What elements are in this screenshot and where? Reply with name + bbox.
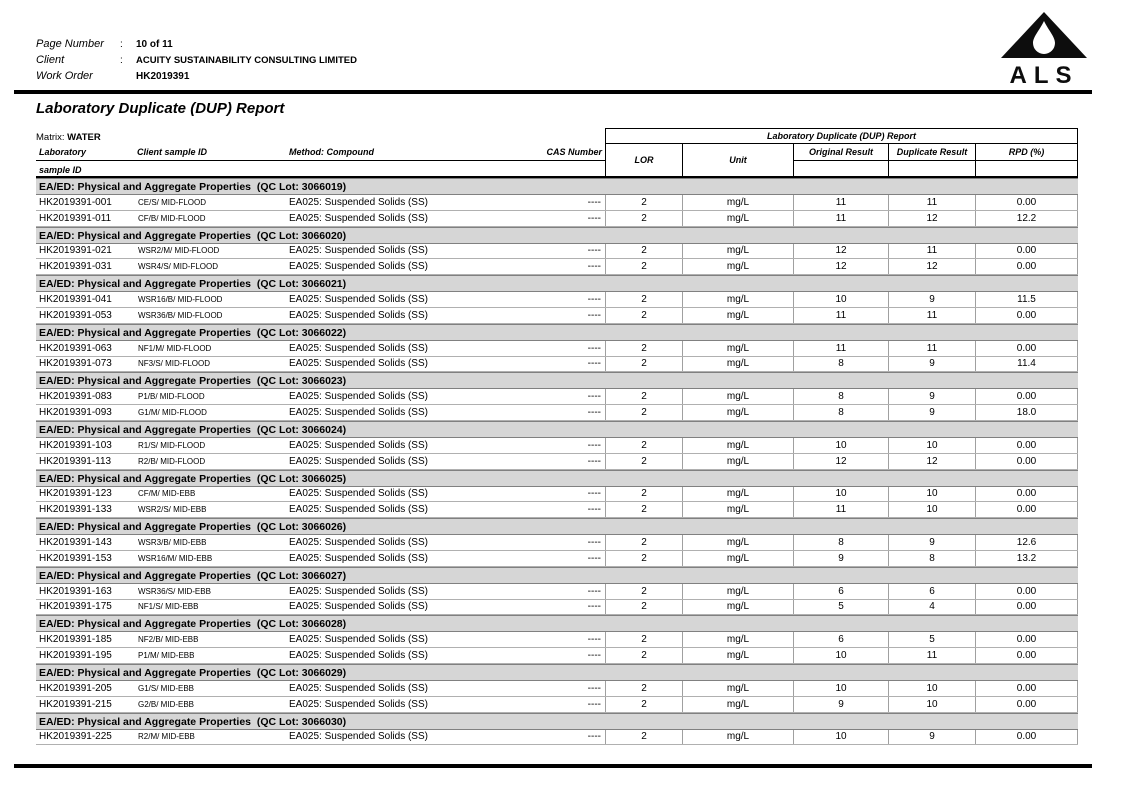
header-divider-rule xyxy=(14,90,1092,94)
col-header-lor: LOR xyxy=(605,144,682,176)
cell-original-result: 8 xyxy=(793,535,888,550)
cell-rpd: 0.00 xyxy=(975,730,1078,745)
cell-unit: mg/L xyxy=(682,535,793,550)
cell-lab-sample-id: HK2019391-133 xyxy=(39,504,112,516)
cell-rpd: 0.00 xyxy=(975,681,1078,696)
cell-unit: mg/L xyxy=(682,195,793,210)
cell-client-sample-id: NF1/S/ MID-EBB xyxy=(138,602,199,612)
cell-lab-sample-id: HK2019391-063 xyxy=(39,342,112,354)
table-row xyxy=(36,697,1078,713)
cell-cas-number: ---- xyxy=(587,552,601,564)
dup-report-table xyxy=(36,128,1078,745)
cell-duplicate-result: 9 xyxy=(888,405,975,420)
cell-rpd: 0.00 xyxy=(975,502,1078,517)
cell-unit: mg/L xyxy=(682,308,793,323)
cell-lab-sample-id: HK2019391-103 xyxy=(39,439,112,451)
cell-lab-sample-id: HK2019391-195 xyxy=(39,650,112,662)
cell-unit: mg/L xyxy=(682,487,793,502)
page-title: Laboratory Duplicate (DUP) Report xyxy=(36,100,285,117)
field-work-order xyxy=(36,70,357,86)
cell-duplicate-result: 10 xyxy=(888,438,975,453)
col-header-original-result: Original Result xyxy=(793,144,888,176)
cell-lab-sample-id: HK2019391-205 xyxy=(39,682,112,694)
col-header-method-compound: Method: Compound xyxy=(289,147,374,157)
cell-method-compound: EA025: Suspended Solids (SS) xyxy=(289,698,428,710)
cell-cas-number: ---- xyxy=(587,682,601,694)
group-header: EA/ED: Physical and Aggregate Properties (QC Lot: 3066027) xyxy=(36,567,1078,584)
table-row xyxy=(36,730,1078,746)
col-header-duplicate-result: Duplicate Result xyxy=(888,144,975,176)
table-row xyxy=(36,632,1078,648)
cell-cas-number: ---- xyxy=(587,294,601,306)
cell-unit: mg/L xyxy=(682,502,793,517)
cell-client-sample-id: WSR16/M/ MID-EBB xyxy=(138,553,213,563)
header-subline-right xyxy=(793,160,1078,161)
cell-method-compound: EA025: Suspended Solids (SS) xyxy=(289,439,428,451)
cell-client-sample-id: NF1/M/ MID-FLOOD xyxy=(138,343,212,353)
cell-original-result: 6 xyxy=(793,584,888,599)
cell-lab-sample-id: HK2019391-031 xyxy=(39,261,112,273)
cell-rpd: 0.00 xyxy=(975,259,1078,274)
cell-lab-sample-id: HK2019391-185 xyxy=(39,634,112,646)
cell-rpd: 0.00 xyxy=(975,454,1078,469)
cell-unit: mg/L xyxy=(682,454,793,469)
cell-duplicate-result: 10 xyxy=(888,697,975,712)
cell-cas-number: ---- xyxy=(587,585,601,597)
cell-rpd: 0.00 xyxy=(975,600,1078,615)
table-column-headers xyxy=(36,144,1078,178)
matrix-line xyxy=(36,132,101,143)
table-span-header: Laboratory Duplicate (DUP) Report xyxy=(605,128,1078,144)
cell-original-result: 9 xyxy=(793,697,888,712)
cell-lor: 2 xyxy=(605,487,682,502)
field-client xyxy=(36,54,357,70)
cell-unit: mg/L xyxy=(682,405,793,420)
cell-cas-number: ---- xyxy=(587,407,601,419)
cell-duplicate-result: 11 xyxy=(888,648,975,663)
cell-rpd: 12.6 xyxy=(975,535,1078,550)
cell-client-sample-id: G1/S/ MID-EBB xyxy=(138,683,195,693)
cell-duplicate-result: 10 xyxy=(888,681,975,696)
cell-rpd: 0.00 xyxy=(975,584,1078,599)
matrix-area xyxy=(36,128,605,144)
cell-lor: 2 xyxy=(605,632,682,647)
cell-lor: 2 xyxy=(605,341,682,356)
table-row xyxy=(36,454,1078,470)
cell-lor: 2 xyxy=(605,600,682,615)
cell-cas-number: ---- xyxy=(587,196,601,208)
cell-duplicate-result: 12 xyxy=(888,259,975,274)
cell-client-sample-id: G2/B/ MID-EBB xyxy=(138,699,195,709)
cell-method-compound: EA025: Suspended Solids (SS) xyxy=(289,261,428,273)
cell-original-result: 10 xyxy=(793,730,888,745)
cell-unit: mg/L xyxy=(682,438,793,453)
matrix-value: WATER xyxy=(67,132,101,143)
cell-original-result: 5 xyxy=(793,600,888,615)
cell-duplicate-result: 11 xyxy=(888,308,975,323)
cell-lor: 2 xyxy=(605,195,682,210)
table-row xyxy=(36,244,1078,260)
cell-lab-sample-id: HK2019391-175 xyxy=(39,601,112,613)
cell-duplicate-result: 12 xyxy=(888,454,975,469)
col-header-rpd: RPD (%) xyxy=(975,144,1078,176)
cell-rpd: 0.00 xyxy=(975,195,1078,210)
cell-method-compound: EA025: Suspended Solids (SS) xyxy=(289,196,428,208)
cell-cas-number: ---- xyxy=(587,391,601,403)
cell-client-sample-id: R1/S/ MID-FLOOD xyxy=(138,440,206,450)
cell-client-sample-id: P1/B/ MID-FLOOD xyxy=(138,392,205,402)
cell-original-result: 10 xyxy=(793,681,888,696)
cell-method-compound: EA025: Suspended Solids (SS) xyxy=(289,358,428,370)
cell-method-compound: EA025: Suspended Solids (SS) xyxy=(289,407,428,419)
cell-original-result: 8 xyxy=(793,405,888,420)
cell-rpd: 13.2 xyxy=(975,551,1078,566)
cell-lor: 2 xyxy=(605,211,682,226)
group-header: EA/ED: Physical and Aggregate Properties (QC Lot: 3066025) xyxy=(36,470,1078,487)
cell-unit: mg/L xyxy=(682,341,793,356)
cell-lor: 2 xyxy=(605,454,682,469)
cell-lab-sample-id: HK2019391-225 xyxy=(39,731,112,743)
col-header-client-sample-id: Client sample ID xyxy=(137,147,208,157)
cell-method-compound: EA025: Suspended Solids (SS) xyxy=(289,537,428,549)
cell-lab-sample-id: HK2019391-011 xyxy=(39,212,112,224)
table-row xyxy=(36,259,1078,275)
cell-method-compound: EA025: Suspended Solids (SS) xyxy=(289,455,428,467)
group-header: EA/ED: Physical and Aggregate Properties (QC Lot: 3066019) xyxy=(36,178,1078,195)
cell-lor: 2 xyxy=(605,730,682,745)
cell-duplicate-result: 6 xyxy=(888,584,975,599)
cell-unit: mg/L xyxy=(682,681,793,696)
group-header: EA/ED: Physical and Aggregate Properties (QC Lot: 3066029) xyxy=(36,664,1078,681)
cell-lor: 2 xyxy=(605,551,682,566)
cell-original-result: 12 xyxy=(793,259,888,274)
cell-lor: 2 xyxy=(605,389,682,404)
group-header: EA/ED: Physical and Aggregate Properties (QC Lot: 3066020) xyxy=(36,227,1078,244)
cell-original-result: 10 xyxy=(793,292,888,307)
cell-rpd: 0.00 xyxy=(975,648,1078,663)
cell-cas-number: ---- xyxy=(587,698,601,710)
cell-method-compound: EA025: Suspended Solids (SS) xyxy=(289,552,428,564)
table-row xyxy=(36,389,1078,405)
field-separator: : xyxy=(120,39,123,50)
cell-duplicate-result: 9 xyxy=(888,535,975,550)
cell-unit: mg/L xyxy=(682,259,793,274)
als-logo-text: ALS xyxy=(1009,62,1079,88)
cell-original-result: 11 xyxy=(793,195,888,210)
cell-lab-sample-id: HK2019391-053 xyxy=(39,309,112,321)
cell-client-sample-id: WSR3/B/ MID-EBB xyxy=(138,538,207,548)
als-logo xyxy=(994,10,1094,93)
cell-rpd: 18.0 xyxy=(975,405,1078,420)
cell-rpd: 11.5 xyxy=(975,292,1078,307)
cell-client-sample-id: WSR16/B/ MID-FLOOD xyxy=(138,295,223,305)
cell-unit: mg/L xyxy=(682,584,793,599)
cell-cas-number: ---- xyxy=(587,439,601,451)
cell-unit: mg/L xyxy=(682,730,793,745)
cell-cas-number: ---- xyxy=(587,261,601,273)
cell-rpd: 0.00 xyxy=(975,438,1078,453)
cell-lab-sample-id: HK2019391-073 xyxy=(39,358,112,370)
cell-cas-number: ---- xyxy=(587,488,601,500)
cell-client-sample-id: WSR36/S/ MID-EBB xyxy=(138,586,211,596)
cell-method-compound: EA025: Suspended Solids (SS) xyxy=(289,488,428,500)
cell-lor: 2 xyxy=(605,502,682,517)
cell-duplicate-result: 4 xyxy=(888,600,975,615)
table-row xyxy=(36,341,1078,357)
cell-unit: mg/L xyxy=(682,648,793,663)
cell-original-result: 11 xyxy=(793,502,888,517)
cell-lor: 2 xyxy=(605,697,682,712)
cell-lab-sample-id: HK2019391-021 xyxy=(39,245,112,257)
cell-lab-sample-id: HK2019391-041 xyxy=(39,294,112,306)
cell-unit: mg/L xyxy=(682,600,793,615)
cell-original-result: 9 xyxy=(793,551,888,566)
cell-rpd: 11.4 xyxy=(975,357,1078,372)
cell-original-result: 11 xyxy=(793,211,888,226)
table-row xyxy=(36,681,1078,697)
cell-cas-number: ---- xyxy=(587,358,601,370)
cell-method-compound: EA025: Suspended Solids (SS) xyxy=(289,309,428,321)
cell-lor: 2 xyxy=(605,244,682,259)
cell-lab-sample-id: HK2019391-123 xyxy=(39,488,112,500)
cell-lab-sample-id: HK2019391-163 xyxy=(39,585,112,597)
cell-lab-sample-id: HK2019391-215 xyxy=(39,698,112,710)
cell-cas-number: ---- xyxy=(587,537,601,549)
cell-lab-sample-id: HK2019391-001 xyxy=(39,196,112,208)
table-row xyxy=(36,502,1078,518)
cell-original-result: 10 xyxy=(793,487,888,502)
cell-rpd: 0.00 xyxy=(975,697,1078,712)
cell-rpd: 0.00 xyxy=(975,308,1078,323)
cell-unit: mg/L xyxy=(682,244,793,259)
group-header: EA/ED: Physical and Aggregate Properties (QC Lot: 3066024) xyxy=(36,421,1078,438)
cell-method-compound: EA025: Suspended Solids (SS) xyxy=(289,731,428,743)
cell-method-compound: EA025: Suspended Solids (SS) xyxy=(289,245,428,257)
group-header: EA/ED: Physical and Aggregate Properties (QC Lot: 3066026) xyxy=(36,518,1078,535)
report-header-fields xyxy=(36,38,357,86)
field-value: ACUITY SUSTAINABILITY CONSULTING LIMITED xyxy=(136,55,357,66)
cell-cas-number: ---- xyxy=(587,650,601,662)
cell-method-compound: EA025: Suspended Solids (SS) xyxy=(289,391,428,403)
cell-unit: mg/L xyxy=(682,357,793,372)
cell-lor: 2 xyxy=(605,584,682,599)
group-header: EA/ED: Physical and Aggregate Properties (QC Lot: 3066030) xyxy=(36,713,1078,730)
group-header: EA/ED: Physical and Aggregate Properties (QC Lot: 3066021) xyxy=(36,275,1078,292)
cell-client-sample-id: CF/M/ MID-EBB xyxy=(138,489,196,499)
table-row xyxy=(36,584,1078,600)
cell-rpd: 0.00 xyxy=(975,244,1078,259)
cell-duplicate-result: 11 xyxy=(888,341,975,356)
cell-original-result: 12 xyxy=(793,454,888,469)
field-label: Work Order xyxy=(36,70,93,82)
cell-cas-number: ---- xyxy=(587,212,601,224)
cell-cas-number: ---- xyxy=(587,455,601,467)
table-row xyxy=(36,648,1078,664)
cell-original-result: 8 xyxy=(793,357,888,372)
cell-rpd: 0.00 xyxy=(975,487,1078,502)
cell-client-sample-id: R2/B/ MID-FLOOD xyxy=(138,456,206,466)
cell-lab-sample-id: HK2019391-113 xyxy=(39,455,112,467)
table-row xyxy=(36,211,1078,227)
cell-lor: 2 xyxy=(605,259,682,274)
cell-duplicate-result: 12 xyxy=(888,211,975,226)
footer-divider-rule xyxy=(14,764,1092,768)
cell-rpd: 0.00 xyxy=(975,632,1078,647)
group-header: EA/ED: Physical and Aggregate Properties (QC Lot: 3066022) xyxy=(36,324,1078,341)
group-header: EA/ED: Physical and Aggregate Properties (QC Lot: 3066023) xyxy=(36,372,1078,389)
table-row xyxy=(36,308,1078,324)
field-label: Page Number xyxy=(36,38,104,50)
cell-client-sample-id: WSR4/S/ MID-FLOOD xyxy=(138,262,219,272)
cell-method-compound: EA025: Suspended Solids (SS) xyxy=(289,342,428,354)
cell-original-result: 6 xyxy=(793,632,888,647)
cell-method-compound: EA025: Suspended Solids (SS) xyxy=(289,212,428,224)
col-header-lab-line2: sample ID xyxy=(39,165,82,175)
table-row xyxy=(36,535,1078,551)
table-row xyxy=(36,600,1078,616)
cell-lor: 2 xyxy=(605,357,682,372)
table-row xyxy=(36,551,1078,567)
cell-method-compound: EA025: Suspended Solids (SS) xyxy=(289,585,428,597)
col-header-lab-line1: Laboratory xyxy=(39,147,87,157)
cell-lab-sample-id: HK2019391-153 xyxy=(39,552,112,564)
table-body xyxy=(36,178,1078,745)
cell-cas-number: ---- xyxy=(587,731,601,743)
cell-rpd: 12.2 xyxy=(975,211,1078,226)
col-header-cas-number: CAS Number xyxy=(546,147,602,157)
cell-duplicate-result: 10 xyxy=(888,487,975,502)
cell-original-result: 12 xyxy=(793,244,888,259)
cell-client-sample-id: WSR2/S/ MID-EBB xyxy=(138,505,207,515)
cell-unit: mg/L xyxy=(682,389,793,404)
cell-unit: mg/L xyxy=(682,697,793,712)
cell-cas-number: ---- xyxy=(587,245,601,257)
table-span-header-row xyxy=(36,128,1078,144)
cell-client-sample-id: R2/M/ MID-EBB xyxy=(138,732,195,742)
cell-cas-number: ---- xyxy=(587,342,601,354)
cell-lor: 2 xyxy=(605,681,682,696)
cell-original-result: 8 xyxy=(793,389,888,404)
field-label: Client xyxy=(36,54,65,66)
cell-unit: mg/L xyxy=(682,551,793,566)
cell-lor: 2 xyxy=(605,308,682,323)
cell-lab-sample-id: HK2019391-143 xyxy=(39,537,112,549)
cell-original-result: 10 xyxy=(793,438,888,453)
cell-original-result: 11 xyxy=(793,308,888,323)
cell-method-compound: EA025: Suspended Solids (SS) xyxy=(289,650,428,662)
cell-client-sample-id: CE/S/ MID-FLOOD xyxy=(138,197,207,207)
cell-cas-number: ---- xyxy=(587,634,601,646)
field-value: HK2019391 xyxy=(136,71,190,82)
cell-lor: 2 xyxy=(605,405,682,420)
table-row xyxy=(36,405,1078,421)
cell-method-compound: EA025: Suspended Solids (SS) xyxy=(289,504,428,516)
cell-original-result: 10 xyxy=(793,648,888,663)
cell-method-compound: EA025: Suspended Solids (SS) xyxy=(289,634,428,646)
cell-lor: 2 xyxy=(605,438,682,453)
cell-client-sample-id: CF/B/ MID-FLOOD xyxy=(138,213,206,223)
col-header-unit: Unit xyxy=(682,144,793,176)
table-row xyxy=(36,487,1078,503)
field-separator: : xyxy=(120,55,123,66)
cell-unit: mg/L xyxy=(682,292,793,307)
cell-unit: mg/L xyxy=(682,211,793,226)
cell-duplicate-result: 10 xyxy=(888,502,975,517)
cell-method-compound: EA025: Suspended Solids (SS) xyxy=(289,601,428,613)
cell-client-sample-id: WSR36/B/ MID-FLOOD xyxy=(138,310,223,320)
table-row xyxy=(36,357,1078,373)
cell-duplicate-result: 5 xyxy=(888,632,975,647)
cell-cas-number: ---- xyxy=(587,504,601,516)
header-subline-left xyxy=(36,160,605,161)
cell-duplicate-result: 8 xyxy=(888,551,975,566)
table-row xyxy=(36,438,1078,454)
cell-duplicate-result: 9 xyxy=(888,292,975,307)
cell-lab-sample-id: HK2019391-093 xyxy=(39,407,112,419)
cell-client-sample-id: WSR2/M/ MID-FLOOD xyxy=(138,246,220,256)
cell-lor: 2 xyxy=(605,535,682,550)
field-value: 10 of 11 xyxy=(136,39,173,50)
cell-client-sample-id: NF3/S/ MID-FLOOD xyxy=(138,359,211,369)
group-header: EA/ED: Physical and Aggregate Properties (QC Lot: 3066028) xyxy=(36,615,1078,632)
cell-duplicate-result: 11 xyxy=(888,244,975,259)
cell-lor: 2 xyxy=(605,648,682,663)
matrix-label: Matrix: xyxy=(36,132,65,143)
cell-client-sample-id: NF2/B/ MID-EBB xyxy=(138,635,199,645)
cell-method-compound: EA025: Suspended Solids (SS) xyxy=(289,682,428,694)
cell-unit: mg/L xyxy=(682,632,793,647)
cell-cas-number: ---- xyxy=(587,601,601,613)
cell-original-result: 11 xyxy=(793,341,888,356)
cell-rpd: 0.00 xyxy=(975,341,1078,356)
cell-lab-sample-id: HK2019391-083 xyxy=(39,391,112,403)
cell-client-sample-id: P1/M/ MID-EBB xyxy=(138,651,195,661)
cell-duplicate-result: 9 xyxy=(888,389,975,404)
cell-duplicate-result: 9 xyxy=(888,730,975,745)
table-row xyxy=(36,195,1078,211)
cell-rpd: 0.00 xyxy=(975,389,1078,404)
field-page-number xyxy=(36,38,357,54)
cell-method-compound: EA025: Suspended Solids (SS) xyxy=(289,294,428,306)
table-row xyxy=(36,292,1078,308)
cell-cas-number: ---- xyxy=(587,309,601,321)
cell-client-sample-id: G1/M/ MID-FLOOD xyxy=(138,408,207,418)
cell-lor: 2 xyxy=(605,292,682,307)
cell-duplicate-result: 11 xyxy=(888,195,975,210)
cell-duplicate-result: 9 xyxy=(888,357,975,372)
